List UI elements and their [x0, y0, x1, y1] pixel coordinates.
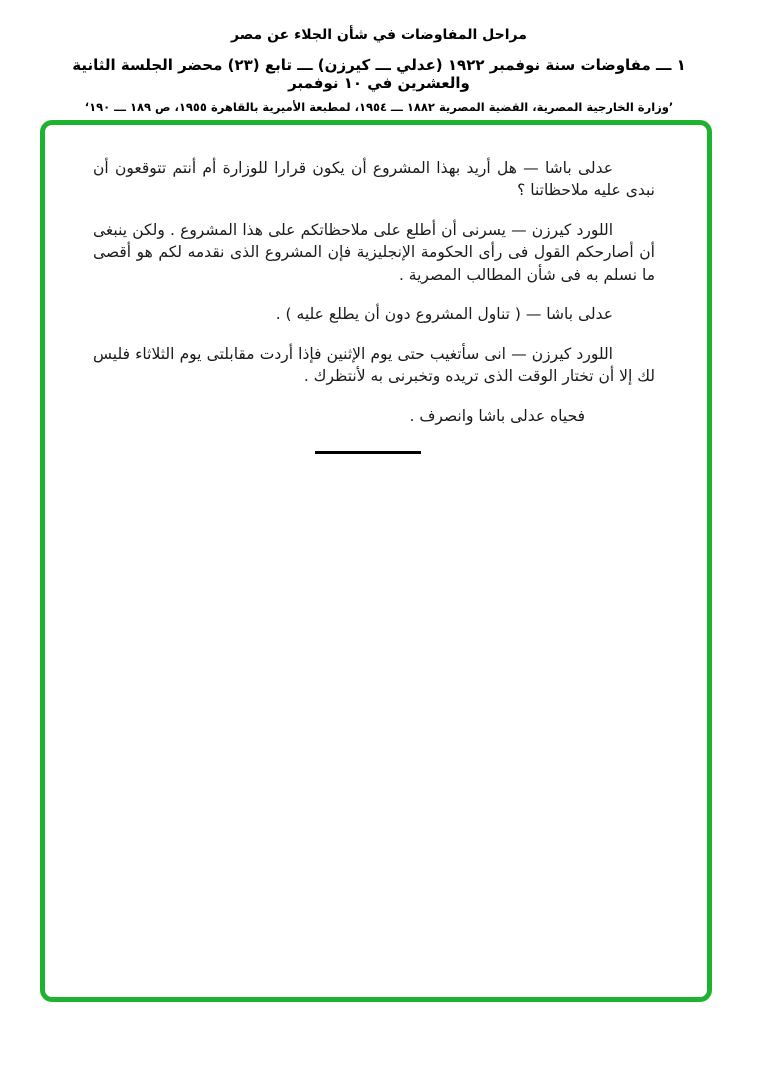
paragraph-curzon-reply: اللورد كيرزن — يسرنى أن أطلع على ملاحظاتكم على هذا المشروع . ولكن ينبغى أن أصارحكم القول فى رأى الحكومة الإنجليزية فإن المشروع الذى نقدمه لكم هو أقصى ما نسلم به فى شأن المطالب المصرية . — [93, 220, 655, 284]
page-subtitle: ١ ـــ مفاوضات سنة نوفمبر ١٩٢٢ (عدلي ـــ كيرزن) ـــ تابع (٢٣) محضر الجلسة الثانية والعشرين في ١٠ نوفمبر — [72, 55, 686, 92]
page-source-citation: ’وزارة الخارجية المصرية، القضية المصرية ١٨٨٢ ـــ ١٩٥٤، لمطبعة الأميرية بالقاهرة ١٩٥٥، ص ١٨٩ ـــ ١٩٠‘ — [84, 99, 674, 114]
page-header — [0, 0, 758, 115]
paragraph-signoff: فحياه عدلى باشا وانصرف . — [409, 406, 585, 425]
paragraph-curzon-absence: اللورد كيرزن — انى سأتغيب حتى يوم الإثنين فإذا أردت مقابلتى يوم الثلاثاء فليس لك إلا أن تختار الوقت الذى تريده وتخبرنى به لأنتظرك . — [93, 344, 655, 386]
section-divider — [315, 451, 421, 454]
paragraph-adli-question: عدلى باشا — هل أريد بهذا المشروع أن يكون قرارا للوزارة أم أنتم تتوقعون أن نبدى عليه ملاحظاتنا ؟ — [93, 159, 655, 200]
paragraph-adli-takes-draft: عدلى باشا — ( تناول المشروع دون أن يطلع عليه ) . — [275, 305, 613, 324]
scanned-text-block — [45, 125, 707, 454]
highlight-box — [40, 120, 712, 1002]
page-title: مراحل المفاوضات في شأن الجلاء عن مصر — [231, 27, 527, 43]
